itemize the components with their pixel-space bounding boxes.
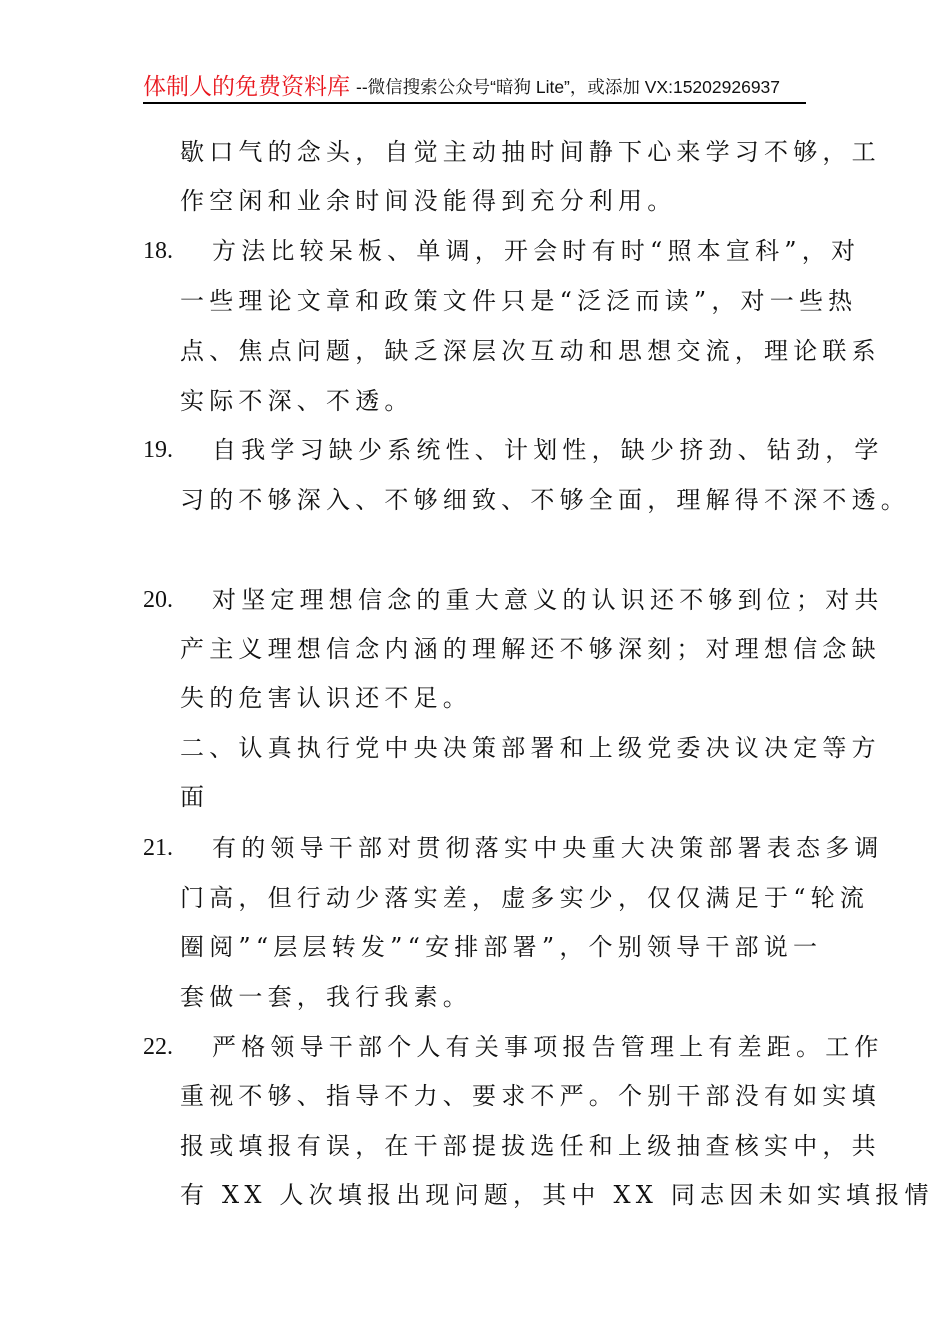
- text-line: 产主义理想信念内涵的理解还不够深刻；对理想信念缺: [180, 635, 881, 663]
- item-number: 22.: [143, 1034, 173, 1060]
- item-number: 18.: [143, 238, 173, 264]
- text-line: 有 XX 人次填报出现问题，其中 XX 同志因未如实填报情: [180, 1181, 934, 1209]
- text-line: 有的领导干部对贯彻落实中央重大决策部署表态多调: [212, 834, 884, 862]
- header-brand: 体制人的免费资料库: [143, 73, 350, 99]
- text-line: 一些理论文章和政策文件只是“泛泛而读”，对一些热: [180, 287, 858, 315]
- text-line: 自我学习缺少系统性、计划性，缺少挤劲、钻劲，学: [212, 436, 884, 464]
- header-divider: [143, 102, 806, 104]
- section-heading: 二、认真执行党中央决策部署和上级党委决议决定等方: [180, 734, 881, 762]
- item-number: 21.: [143, 835, 173, 861]
- text-line: 圈阅”“层层转发”“安排部署”，个别领导干部说一: [180, 933, 823, 961]
- text-line: 方法比较呆板、单调，开会时有时“照本宣科”，对: [212, 237, 861, 265]
- text-line: 作空闲和业余时间没能得到充分利用。: [180, 187, 677, 215]
- text-line: 严格领导干部个人有关事项报告管理上有差距。工作: [212, 1033, 884, 1061]
- text-line: 失的危害认识还不足。: [180, 684, 472, 712]
- text-line: 套做一套，我行我素。: [180, 983, 472, 1011]
- text-line: 报或填报有误，在干部提拔选任和上级抽查核实中，共: [180, 1132, 881, 1160]
- text-line: 门高，但行动少落实差，虚多实少，仅仅满足于“轮流: [180, 884, 870, 912]
- page-header: [143, 70, 805, 100]
- text-line: 点、焦点问题，缺乏深层次互动和思想交流，理论联系: [180, 337, 881, 365]
- header-contact-note: --微信搜索公众号“暗狗 Lite”，或添加 VX:15202926937: [356, 77, 781, 97]
- text-line: 实际不深、不透。: [180, 387, 414, 415]
- text-line: 重视不够、指导不力、要求不严。个别干部没有如实填: [180, 1082, 881, 1110]
- item-number: 19.: [143, 437, 173, 463]
- section-heading: 面: [180, 783, 210, 811]
- text-line: 习的不够深入、不够细致、不够全面，理解得不深不透。: [180, 486, 910, 514]
- text-line: 对坚定理想信念的重大意义的认识还不够到位；对共: [212, 586, 884, 614]
- item-number: 20.: [143, 587, 173, 613]
- text-line: 歇口气的念头，自觉主动抽时间静下心来学习不够，工: [180, 138, 881, 166]
